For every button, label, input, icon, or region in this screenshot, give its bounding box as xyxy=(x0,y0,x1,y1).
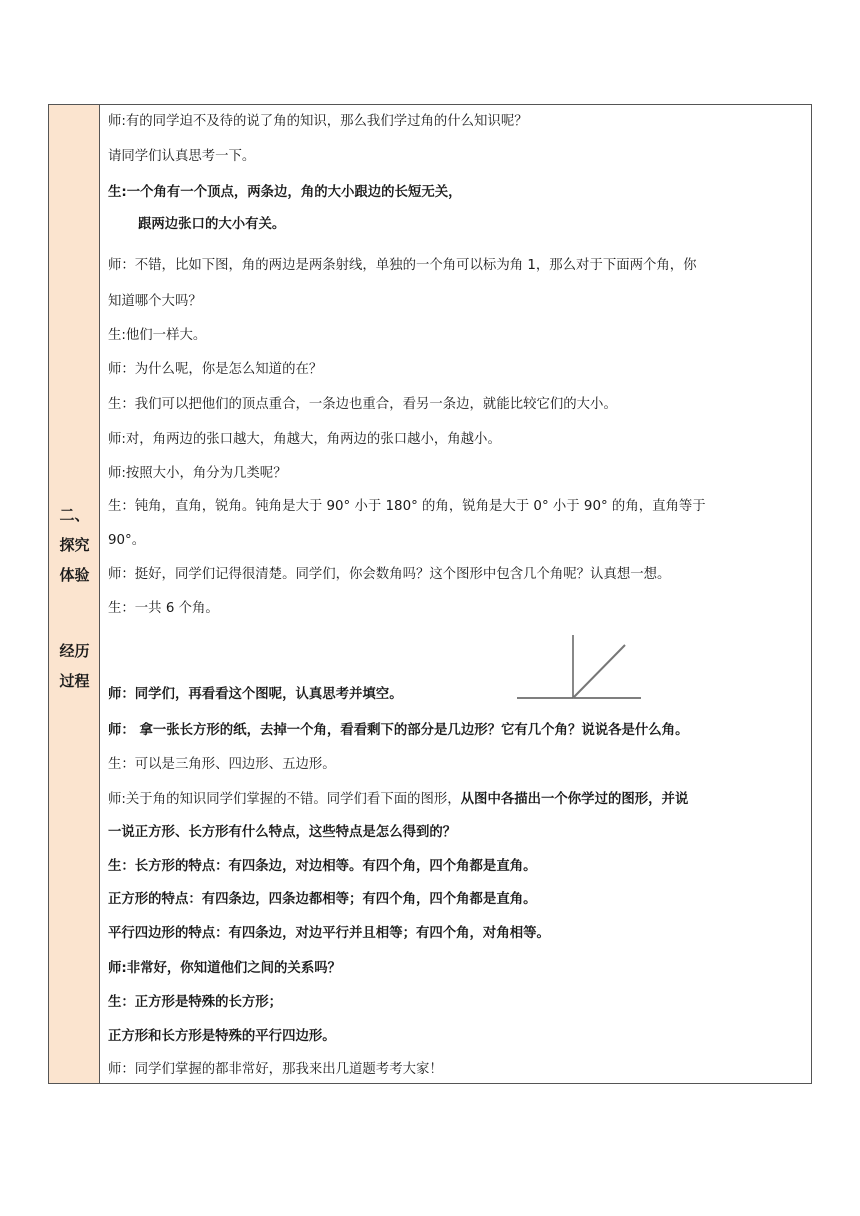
dialogue-line: 生:一个角有一个顶点，两条边，角的大小跟边的长短无关， xyxy=(108,185,462,200)
section-label-part5: 过程 xyxy=(59,672,90,690)
dialogue-line: 师： 拿一张长方形的纸，去掉一个角，看看剩下的部分是几边形？它有几个角？说说各是什么角。 xyxy=(108,723,689,738)
dialogue-line: 90°。 xyxy=(108,533,146,548)
dialogue-line: 师:有的同学迫不及待的说了角的知识，那么我们学过角的什么知识呢？ xyxy=(108,114,528,129)
dialogue-line: 师:按照大小，角分为几类呢？ xyxy=(108,466,287,481)
dialogue-line: 跟两边张口的大小有关。 xyxy=(138,217,286,232)
dialogue-line: 生：一共 6 个角。 xyxy=(108,601,219,616)
section-label-part1: 二、 xyxy=(59,506,90,524)
section-label-cell xyxy=(49,105,100,1083)
dialogue-line-part: 师:关于角的知识同学们掌握的不错。同学们看下面的图形， xyxy=(108,792,461,807)
dialogue-line: 师：同学们，再看看这个图呢，认真思考并填空。 xyxy=(108,687,403,702)
dialogue-line: 师：同学们掌握的都非常好，那我来出几道题考考大家！ xyxy=(108,1062,443,1077)
dialogue-line xyxy=(108,790,803,810)
dialogue-line: 生：我们可以把他们的顶点重合，一条边也重合，看另一条边，就能比较它们的大小。 xyxy=(108,397,617,412)
dialogue-line: 生：正方形是特殊的长方形； xyxy=(108,995,283,1010)
dialogue-content xyxy=(101,105,811,1083)
section-label-part3: 体验 xyxy=(59,566,90,584)
dialogue-line: 生：钝角，直角，锐角。钝角是大于 90° 小于 180° 的角，锐角是大于 0° 小于 90° 的角，直角等于 xyxy=(108,499,706,514)
dialogue-line: 生：可以是三角形、四边形、五边形。 xyxy=(108,757,336,772)
dialogue-line: 平行四边形的特点：有四条边，对边平行并且相等；有四个角，对角相等。 xyxy=(108,926,550,941)
dialogue-line-part: 从图中各描出一个你学过的图形，并说 xyxy=(460,792,689,807)
dialogue-line: 师：为什么呢，你是怎么知道的在？ xyxy=(108,362,323,377)
dialogue-line: 一说正方形、长方形有什么特点，这些特点是怎么得到的？ xyxy=(108,825,457,840)
dialogue-line: 知道哪个大吗？ xyxy=(108,294,202,309)
dialogue-line: 生：长方形的特点：有四条边，对边相等。有四个角，四个角都是直角。 xyxy=(108,859,537,874)
dialogue-line: 正方形的特点：有四条边，四条边都相等；有四个角，四个角都是直角。 xyxy=(108,892,537,907)
dialogue-line: 师：挺好，同学们记得很清楚。同学们，你会数角吗？这个图形中包含几个角呢？认真想一想。 xyxy=(108,567,671,582)
dialogue-line: 生:他们一样大。 xyxy=(108,328,207,343)
dialogue-line: 师:对，角两边的张口越大，角越大，角两边的张口越小，角越小。 xyxy=(108,432,501,447)
dialogue-line: 师：不错，比如下图，角的两边是两条射线，单独的一个角可以标为角 1，那么对于下面两个角，你 xyxy=(108,258,697,273)
dialogue-line: 师:非常好，你知道他们之间的关系吗？ xyxy=(108,961,341,976)
dialogue-line: 正方形和长方形是特殊的平行四边形。 xyxy=(108,1029,336,1044)
lesson-table xyxy=(48,104,812,1084)
section-label-part4: 经历 xyxy=(59,642,90,660)
dialogue-line: 请同学们认真思考一下。 xyxy=(108,149,256,164)
section-label-part2: 探究 xyxy=(59,536,90,554)
